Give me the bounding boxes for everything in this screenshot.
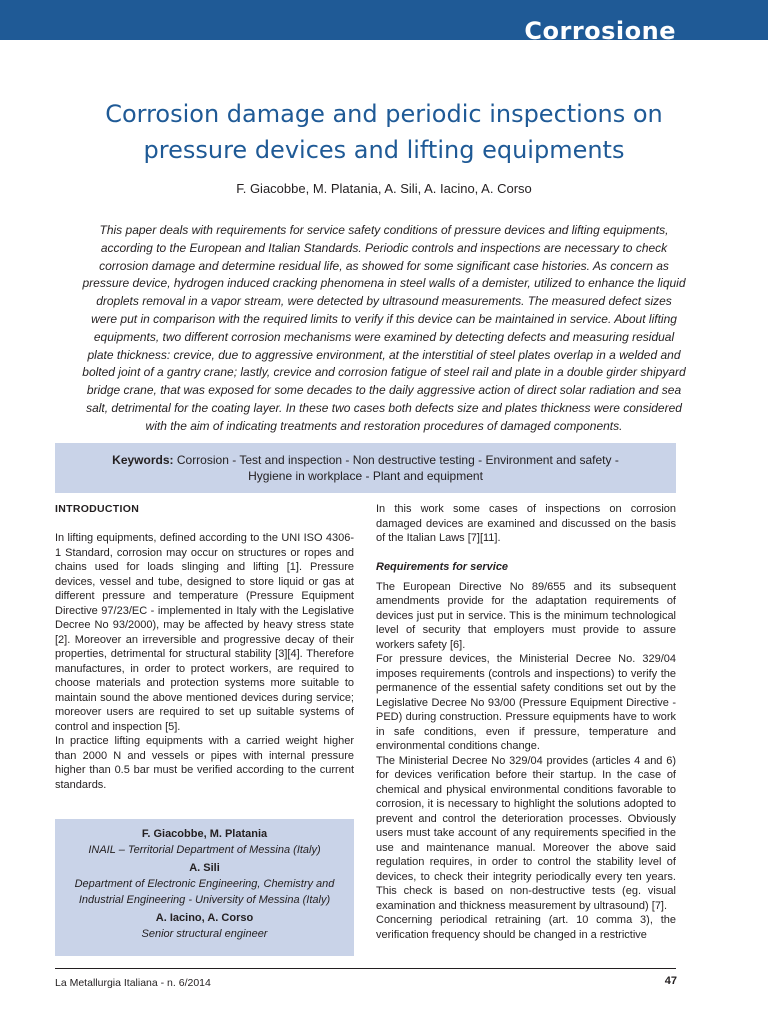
institution-line: Industrial Engineering - University of Messina (Italy) xyxy=(78,894,331,906)
keywords-label: Keywords: xyxy=(112,453,174,467)
abstract-line: equipments, two different corrosion mechanisms were examined by detecting defects and measuring residual xyxy=(93,329,675,344)
affiliation-institution xyxy=(55,926,354,942)
keywords-line: Hygiene in workplace - Plant and equipment xyxy=(248,469,483,483)
section-label: Corrosione xyxy=(524,17,676,40)
abstract-line: droplets removal in a vapor stream, were detected by ultrasound measurements. The measured defect sizes xyxy=(96,294,672,309)
keywords-text: Corrosion - Test and inspection - Non destructive testing - Environment and safety - xyxy=(173,453,619,467)
paragraph: The Ministerial Decree No 329/04 provides (articles 4 and 6) for devices verification before their startup. In the case of chemical and physical environmental conditions favorable to corrosion, it is necessary to highlight the solutions adopted to prevent and control the deterioration processes. Obviously users must take account of any requirements specified in the use and maintenance manual. Moreover the above said regulation requires, in order to control the stability level of devices, to check their integrity periodically every ten years. This check is based on non-destructive tests (eg. visual examination and thickness measurement by ultrasound) [7]. xyxy=(376,754,676,912)
title-line: Corrosion damage and periodic inspections on xyxy=(105,100,663,128)
abstract-line: with the aim of indicating treatments and restoration procedures of damaged components. xyxy=(145,418,623,433)
header-band xyxy=(0,0,768,40)
paragraph: In this work some cases of inspections on corrosion damaged devices are examined and discussed on the basis of the Italian Laws [7][11]. xyxy=(376,503,676,544)
article-title xyxy=(30,96,738,168)
abstract-line: according to the European and Italian Standards. Periodic controls and inspections are necessary to check xyxy=(100,240,668,255)
title-line: pressure devices and lifting equipments xyxy=(143,136,625,164)
paragraph: In lifting equipments, defined according to the UNI ISO 4306-1 Standard, corrosion may occur on structures or ropes and chains used for loads slinging and lifting [1]. Pressure devices, vessel and tube, designed to store liquid or gas at different pressure and temperature (Pressure Equipment Directive 97/23/EC - implemented in Italy with the Legislative Decree No 93/2000), may be affected by heavy stress state [2]. Moreover an irreversible and progressive decay of their properties, detrimental for structural stability [3][4]. Therefore manufactures, in order to protect workers, are required to choose materials and protection systems more suitable to maintain sound the above mentioned devices during service; moreover users are required to set up suitable systems of control and inspection [5]. xyxy=(55,532,354,733)
footer-rule xyxy=(55,968,676,969)
abstract-line: pressure device, hydrogen induced cracking phenomena in steel walls of a demister, utilized to enhance the liquid xyxy=(82,276,686,291)
abstract-line: bolted joint of a gantry crane; lastly, crevice and corrosion fatigue of steel rail and plate in a double girder shipyard xyxy=(82,365,686,380)
abstract-line: salt, detrimental for the coating layer. In these two cases both defects size and plates thickness were considered xyxy=(86,400,682,415)
paragraph: The European Directive No 89/655 and its subsequent amendments provide for the adaptation requirements of devices just put in service. This is the minimum technological level of security that employers must provide to assure workers safety [6]. xyxy=(376,580,676,651)
institution-line: Senior structural engineer xyxy=(141,928,268,940)
subheading-requirements: Requirements for service xyxy=(376,561,509,573)
affiliation-institution xyxy=(55,842,354,858)
page-number: 47 xyxy=(664,975,677,987)
abstract xyxy=(52,222,716,436)
author-list: F. Giacobbe, M. Platania, A. Sili, A. Iacino, A. Corso xyxy=(236,181,532,196)
abstract-line: corrosion damage and determine residual life, as showed for some significant case histories. As concern as xyxy=(99,258,669,273)
affiliation-names: A. Sili xyxy=(189,862,220,874)
institution-line: Department of Electronic Engineering, Chemistry and xyxy=(74,878,335,890)
paragraph: In practice lifting equipments with a carried weight higher than 2000 N and vessels or pipes with internal pressure higher than 0.5 bar must be verified according to the current standards. xyxy=(55,735,354,791)
abstract-line: This paper deals with requirements for service safety conditions of pressure devices and lifting equipments, xyxy=(99,223,669,237)
keywords-box xyxy=(55,443,676,493)
right-column xyxy=(376,502,676,942)
institution-line: INAIL – Territorial Department of Messina (Italy) xyxy=(88,844,321,856)
affiliation-institution xyxy=(55,876,354,908)
journal-footer: La Metallurgia Italiana - n. 6/2014 xyxy=(55,977,211,989)
abstract-line: bridge crane, that was exposed for some decades to the daily aggressive action of direct solar radiation and sea xyxy=(86,383,682,398)
abstract-line: plate thickness: crevice, due to aggressive environment, at the interstitial of steel plates overlap in a welded and xyxy=(87,347,681,362)
paragraph: Concerning periodical retraining (art. 10 comma 3), the verification frequency should be changed in a restrictive xyxy=(376,914,676,941)
affiliation-names: A. Iacino, A. Corso xyxy=(155,912,254,924)
section-heading-introduction: INTRODUCTION xyxy=(55,503,140,515)
abstract-line: were put in comparison with the required limits to verify if this device can be maintained in service. About lifting xyxy=(91,311,677,326)
paragraph: For pressure devices, the Ministerial Decree No. 329/04 imposes requirements (controls and inspections) to verify the permanence of the essential safety conditions set out by the Legislative Decree No 93/00 (Pressure Equipment Directive - PED) during construction. Pressure equipments have to work in safe conditions, even if pressure, temperature and environmental conditions change. xyxy=(376,653,676,752)
affiliations-box xyxy=(55,819,354,956)
affiliation-names: F. Giacobbe, M. Platania xyxy=(141,828,268,840)
keywords-line xyxy=(55,452,676,468)
left-column xyxy=(55,502,354,792)
